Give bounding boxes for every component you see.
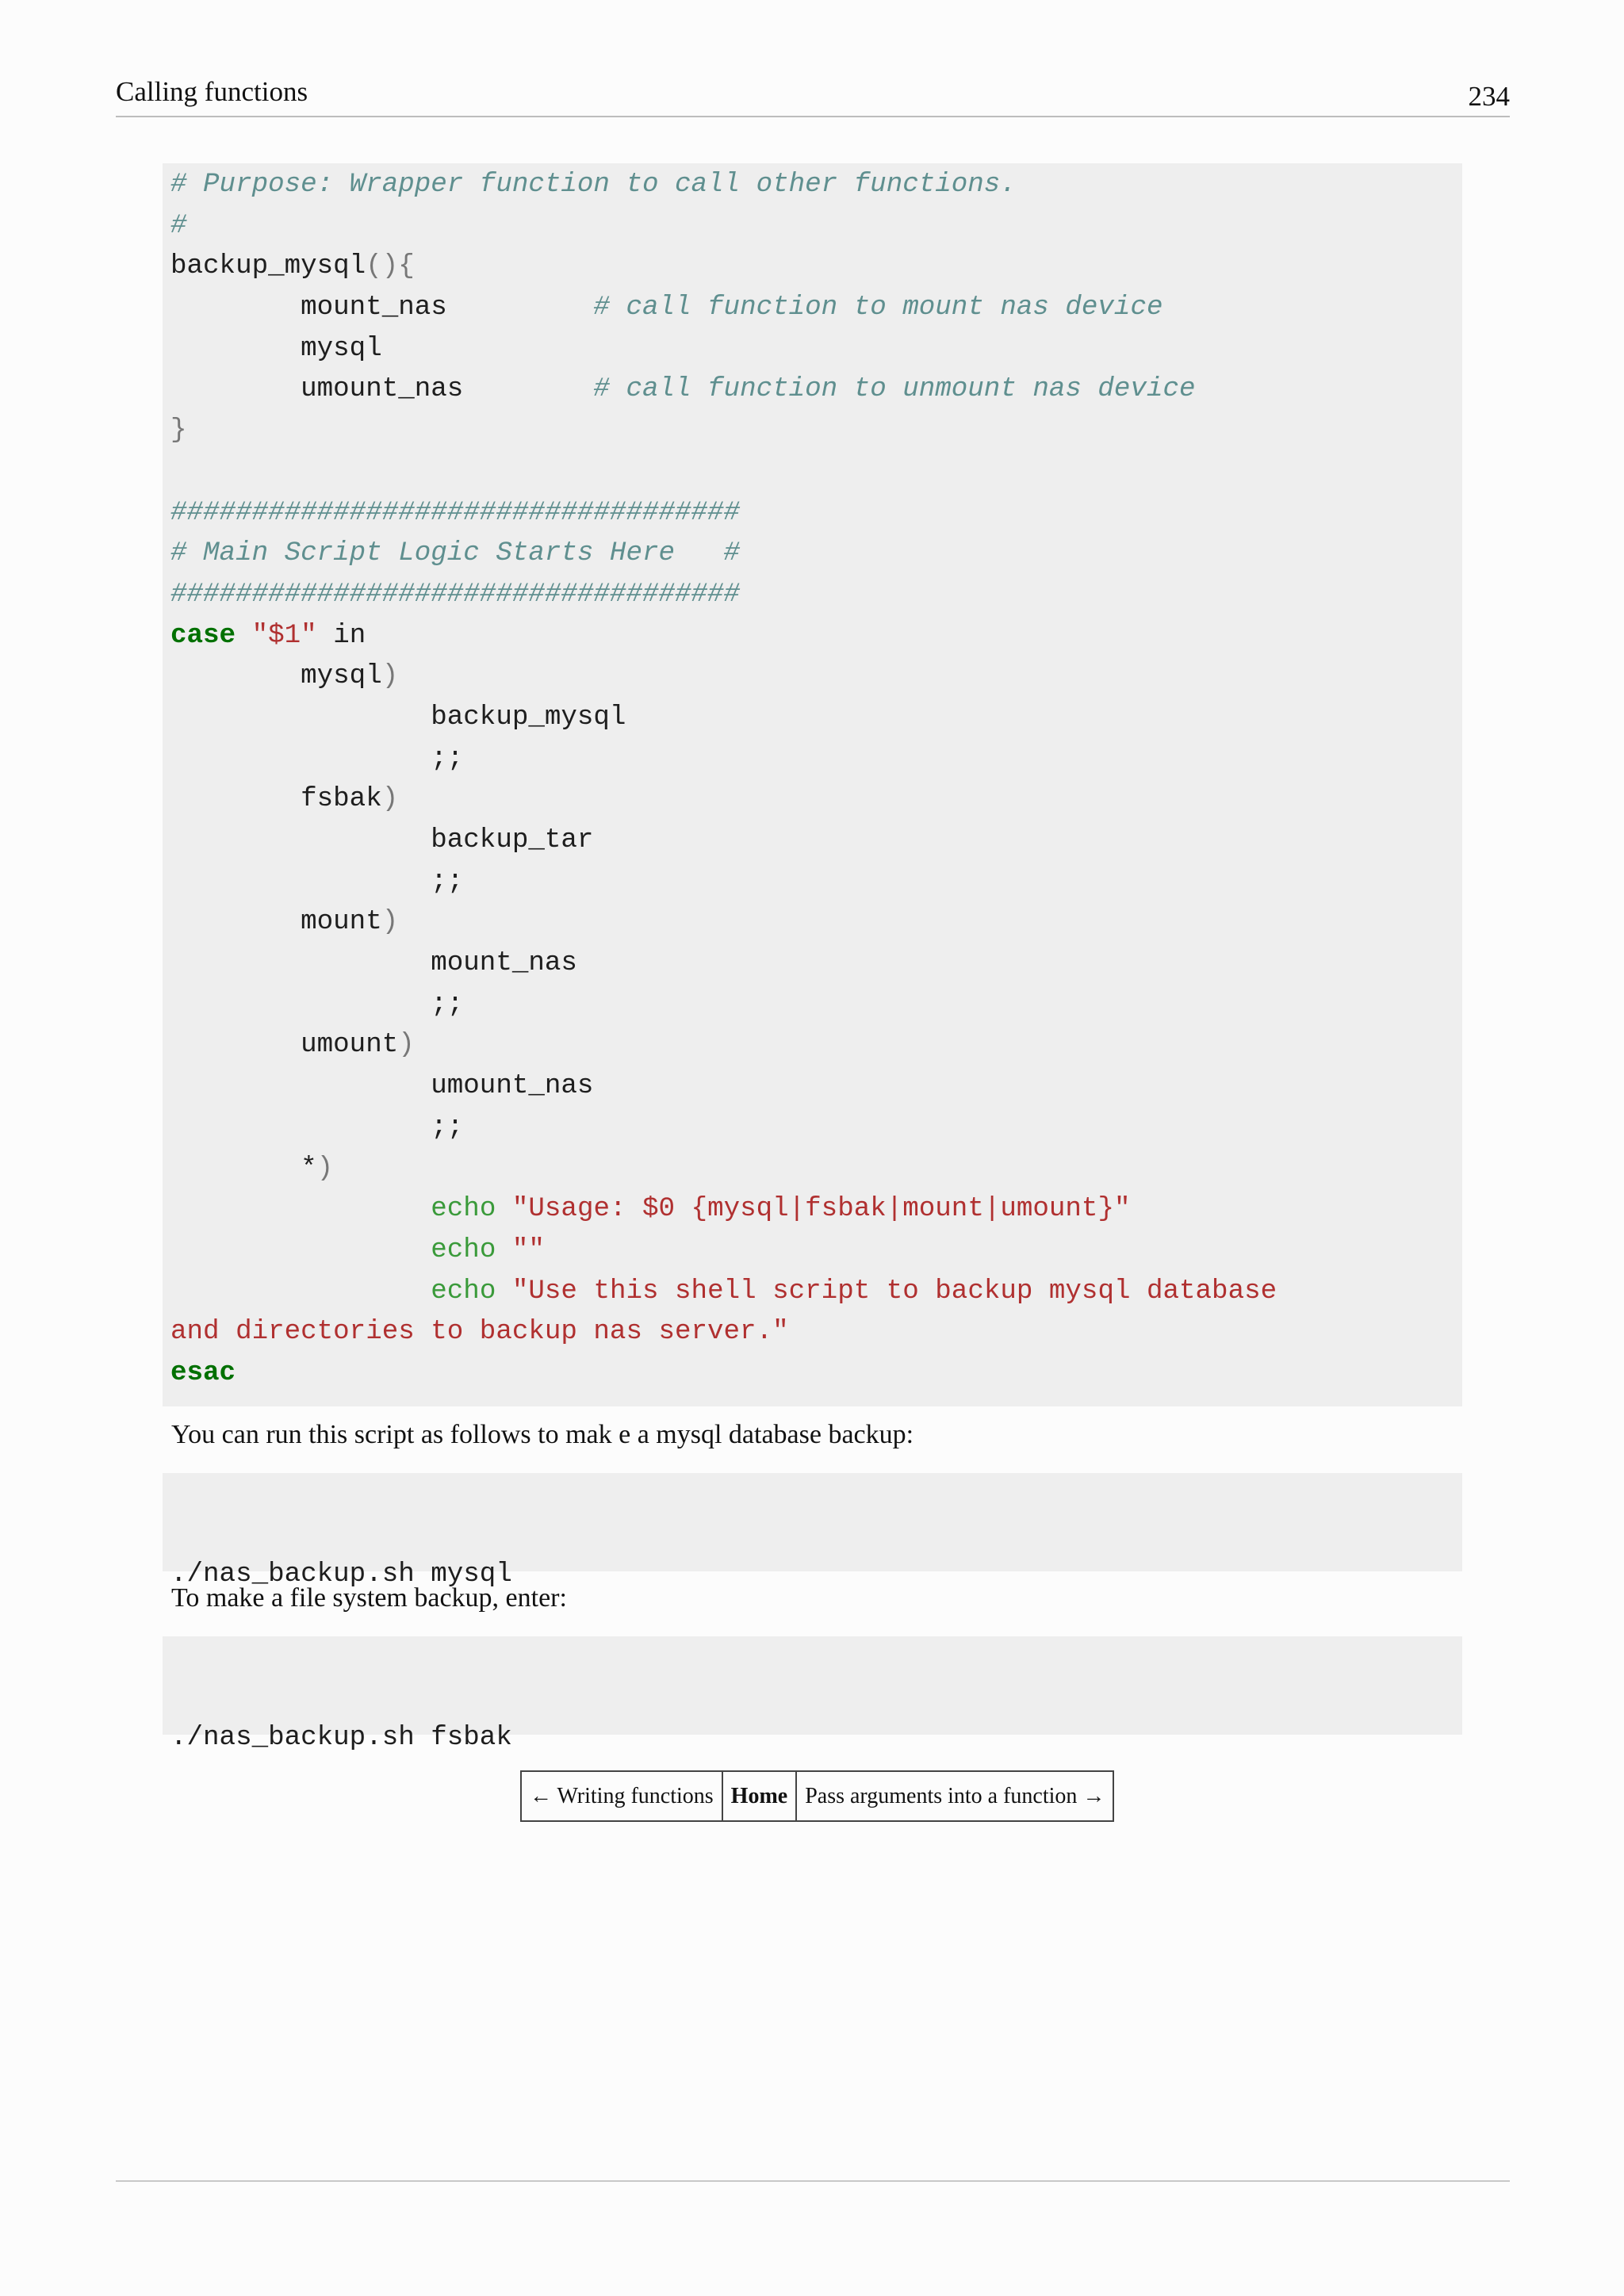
page-number: 234 <box>1468 81 1510 112</box>
code-token <box>236 621 252 651</box>
code-line <box>170 411 1462 452</box>
code-line <box>170 616 1462 657</box>
code-token: fsbak <box>170 784 382 815</box>
code-token <box>170 1276 431 1307</box>
code-line <box>170 1189 1462 1230</box>
code-token: echo <box>431 1194 496 1225</box>
code-token <box>496 1276 512 1307</box>
code-token: ;; <box>170 989 464 1020</box>
code-token <box>496 1235 512 1265</box>
code-token: ) <box>381 784 399 815</box>
code-line <box>170 779 1462 821</box>
code-token: backup_mysql <box>170 702 626 733</box>
code-token: mysql <box>170 661 382 692</box>
code-line <box>170 575 1462 616</box>
code-token: } <box>170 415 187 446</box>
code-line: ./nas_backup.sh mysql <box>170 1559 512 1590</box>
footer-rule <box>116 2180 1510 2182</box>
code-token: mount_nas <box>170 293 594 323</box>
code-token: ################################### <box>170 579 741 610</box>
code-line <box>170 821 1462 862</box>
code-token: "Usage: $0 {mysql|fsbak|mount|umount}" <box>511 1194 1131 1225</box>
code-token: umount <box>170 1030 399 1061</box>
code-line <box>170 493 1462 534</box>
code-line <box>170 206 1462 247</box>
code-token <box>170 1194 431 1224</box>
paragraph-run-fsbak: To make a file system backup, enter: <box>171 1583 567 1613</box>
code-token: # Main Script Logic Starts Here # <box>170 538 741 569</box>
code-line <box>170 165 1462 206</box>
code-token: # call function to unmount nas device <box>593 374 1196 405</box>
code-token: ) <box>316 1153 334 1184</box>
code-token: ) <box>381 661 399 692</box>
code-token: backup_tar <box>170 825 594 855</box>
code-token: umount_nas <box>170 374 594 405</box>
code-token: case <box>170 620 236 651</box>
code-token: ;; <box>170 1112 464 1142</box>
code-line <box>170 247 1462 288</box>
code-token: "" <box>511 1234 545 1265</box>
page-header <box>116 76 1510 117</box>
code-token: echo <box>431 1276 496 1307</box>
code-token: ;; <box>170 866 464 897</box>
code-token: ################################### <box>170 497 741 528</box>
code-line <box>170 1066 1462 1108</box>
code-token <box>496 1194 512 1224</box>
code-line <box>170 1108 1462 1149</box>
code-block-run-fsbak <box>163 1636 1462 1754</box>
code-line <box>170 1353 1462 1395</box>
code-token: * <box>170 1153 317 1184</box>
code-line <box>170 1312 1462 1353</box>
code-line <box>170 943 1462 985</box>
code-line <box>170 288 1462 329</box>
code-line <box>170 1149 1462 1190</box>
code-token: "Use this shell script to backup mysql database <box>511 1276 1277 1307</box>
navigation-table <box>520 1770 1114 1822</box>
code-token: # Purpose: Wrapper function to call other functions. <box>170 170 1017 200</box>
code-line <box>170 1025 1462 1066</box>
code-token: ;; <box>170 743 464 774</box>
code-token: and directories to backup nas server." <box>170 1317 789 1348</box>
code-token <box>170 1235 431 1265</box>
code-line <box>170 1272 1462 1313</box>
code-line <box>170 656 1462 698</box>
code-line <box>170 534 1462 575</box>
nav-prev-link[interactable]: ← Writing functions <box>522 1772 723 1820</box>
code-token: mount_nas <box>170 948 577 979</box>
code-line <box>170 985 1462 1026</box>
code-token: umount_nas <box>170 1071 594 1102</box>
code-line <box>170 739 1462 780</box>
code-token: esac <box>170 1357 236 1388</box>
code-token: mount <box>170 907 382 938</box>
code-line <box>170 1230 1462 1272</box>
code-line: ./nas_backup.sh fsbak <box>170 1723 512 1754</box>
code-token: in <box>316 620 366 651</box>
code-line <box>170 862 1462 903</box>
code-block-run-mysql <box>163 1473 1462 1590</box>
code-token: # call function to mount nas device <box>593 293 1163 323</box>
code-line <box>170 698 1462 739</box>
running-title: Calling functions <box>116 76 308 107</box>
code-token: ) <box>381 907 399 938</box>
code-token: ) <box>398 1030 415 1061</box>
code-token: echo <box>431 1234 496 1265</box>
code-line <box>170 452 1462 493</box>
code-token: # <box>170 210 187 241</box>
code-token: (){ <box>366 251 415 282</box>
code-token: "$1" <box>251 620 317 651</box>
code-block-main <box>163 163 1462 1406</box>
nav-next-link[interactable]: Pass arguments into a function → <box>805 1783 1105 1808</box>
paragraph-run-mysql: You can run this script as follows to mak e a mysql database backup: <box>171 1420 914 1449</box>
code-line <box>170 329 1462 370</box>
code-token: backup_mysql <box>170 251 366 282</box>
nav-home-link[interactable]: Home <box>723 1772 798 1820</box>
code-line <box>170 902 1462 943</box>
code-token: mysql <box>170 333 382 364</box>
code-line <box>170 369 1462 411</box>
